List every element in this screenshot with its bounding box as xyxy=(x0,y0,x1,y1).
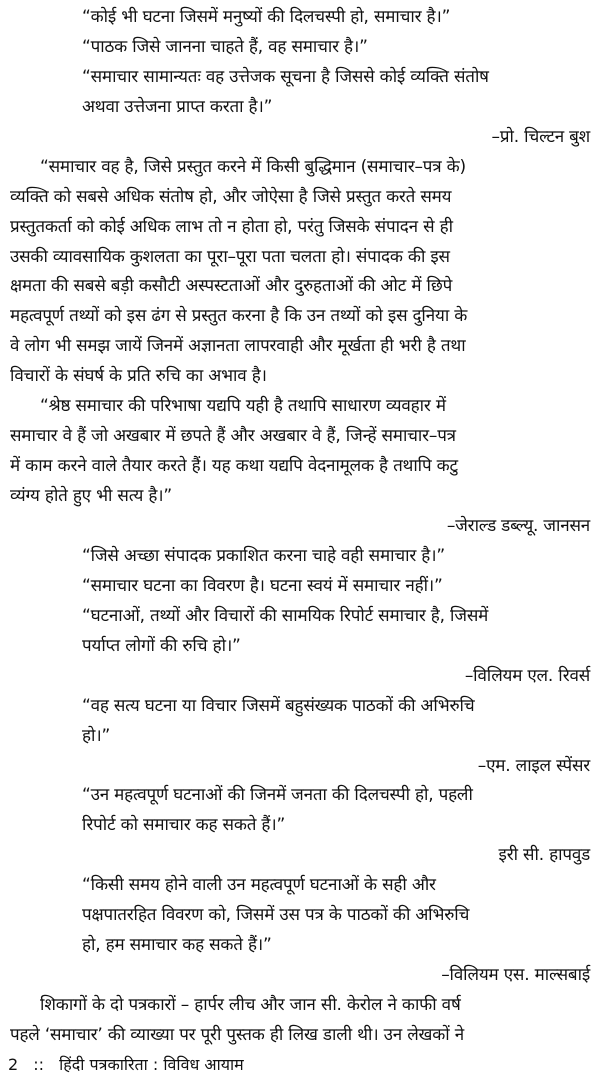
quote-line: अथवा उत्तेजना प्राप्त करता है।” xyxy=(82,97,273,117)
paragraph-line: समाचार वे हैं जो अखबार में छपते हैं और अखबार वे हैं, जिन्हें समाचार–पत्र xyxy=(10,426,456,446)
quote-line: “कोई भी घटना जिसमें मनुष्यों की दिलचस्पी हो, समाचार है।” xyxy=(82,7,451,27)
quote-line: “उन महत्वपूर्ण घटनाओं की जिनमें जनता की दिलचस्पी हो, पहली xyxy=(82,785,473,805)
paragraph-line: में काम करने वाले तैयार करते हैं। यह कथा यद्यपि वेदनामूलक है तथापि कटु xyxy=(10,456,458,476)
paragraph-line: महत्वपूर्ण तथ्यों को इस ढंग से प्रस्तुत करना है कि उन तथ्यों को इस दुनिया के xyxy=(10,306,468,326)
attribution: –एम. लाइल स्पेंसर xyxy=(477,756,590,776)
paragraph-line: “समाचार वह है, जिसे प्रस्तुत करने में किसी बुद्धिमान (समाचार–पत्र के) xyxy=(40,157,466,177)
page-number: 2 xyxy=(8,1055,19,1074)
paragraph-line: विचारों के संघर्ष के प्रति रुचि का अभाव है। xyxy=(10,366,267,386)
quote-line: रिपोर्ट को समाचार कह सकते हैं।” xyxy=(82,815,286,835)
paragraph-line: व्यंग्य होते हुए भी सत्य है।” xyxy=(10,486,172,506)
quote-line: “वह सत्य घटना या विचार जिसमें बहुसंख्यक पाठकों की अभिरुचि xyxy=(82,696,475,716)
quote-line: “समाचार घटना का विवरण है। घटना स्वयं में समाचार नहीं।” xyxy=(82,576,443,596)
attribution: –प्रो. चिल्टन बुश xyxy=(491,127,590,147)
quote-line: पर्याप्त लोगों की रुचि हो।” xyxy=(82,636,241,656)
paragraph-line: शिकागों के दो पत्रकारों – हार्पर लीच और जान सी. केरोल ने काफी वर्ष xyxy=(40,995,461,1015)
quote-line: हो, हम समाचार कह सकते हैं।” xyxy=(82,935,272,955)
paragraph-line: वे लोग भी समझ जायें जिनमें अज्ञानता लापरवाही और मूर्खता ही भरी है तथा xyxy=(10,336,466,356)
paragraph-line: पहले ‘समाचार’ की व्याख्या पर पूरी पुस्तक ही लिख डाली थी। उन लेखकों ने xyxy=(10,1025,464,1045)
quote-line: “जिसे अच्छा संपादक प्रकाशित करना चाहे वही समाचार है।” xyxy=(82,546,445,566)
attribution: –विलियम एस. माल्सबाई xyxy=(441,965,590,985)
paragraph-line: प्रस्तुतकर्ता को कोई अधिक लाभ तो न होता हो, परंतु जिसके संपादन से ही xyxy=(10,217,453,237)
paragraph-line: व्यक्ति को सबसे अधिक संतोष हो, और जोऐसा है जिसे प्रस्तुत करते समय xyxy=(10,187,452,207)
quote-line: “पाठक जिसे जानना चाहते हैं, वह समाचार है।” xyxy=(82,37,368,57)
attribution: इरी सी. हापवुड xyxy=(498,845,590,865)
quote-line: पक्षपातरहित विवरण को, जिसमें उस पत्र के पाठकों की अभिरुचि xyxy=(82,905,470,925)
paragraph-line: उसकी व्यावसायिक कुशलता का पूरा–पूरा पता चलता हो। संपादक की इस xyxy=(10,247,450,267)
quote-line: “समाचार सामान्यतः वह उत्तेजक सूचना है जिससे कोई व्यक्ति संतोष xyxy=(82,67,489,87)
page-footer xyxy=(8,1054,244,1076)
quote-line: “घटनाओं, तथ्यों और विचारों की सामयिक रिपोर्ट समाचार है, जिसमें xyxy=(82,606,489,626)
attribution: –जेराल्ड डब्ल्यू. जानसन xyxy=(446,516,590,536)
quote-line: हो।” xyxy=(82,726,111,746)
paragraph-line: क्षमता की सबसे बड़ी कसौटी अस्पस्टताओं और दुरुहताओं की ओट में छिपे xyxy=(10,276,453,296)
footer-separator: :: xyxy=(33,1055,45,1074)
book-title: हिंदी पत्रकारिता : विविध आयाम xyxy=(59,1055,244,1074)
paragraph-line: “श्रेष्ठ समाचार की परिभाषा यद्यपि यही है तथापि साधारण व्यवहार में xyxy=(40,396,446,416)
quote-line: “किसी समय होने वाली उन महत्वपूर्ण घटनाओं के सही और xyxy=(82,875,436,895)
attribution: –विलियम एल. रिवर्स xyxy=(464,666,590,686)
